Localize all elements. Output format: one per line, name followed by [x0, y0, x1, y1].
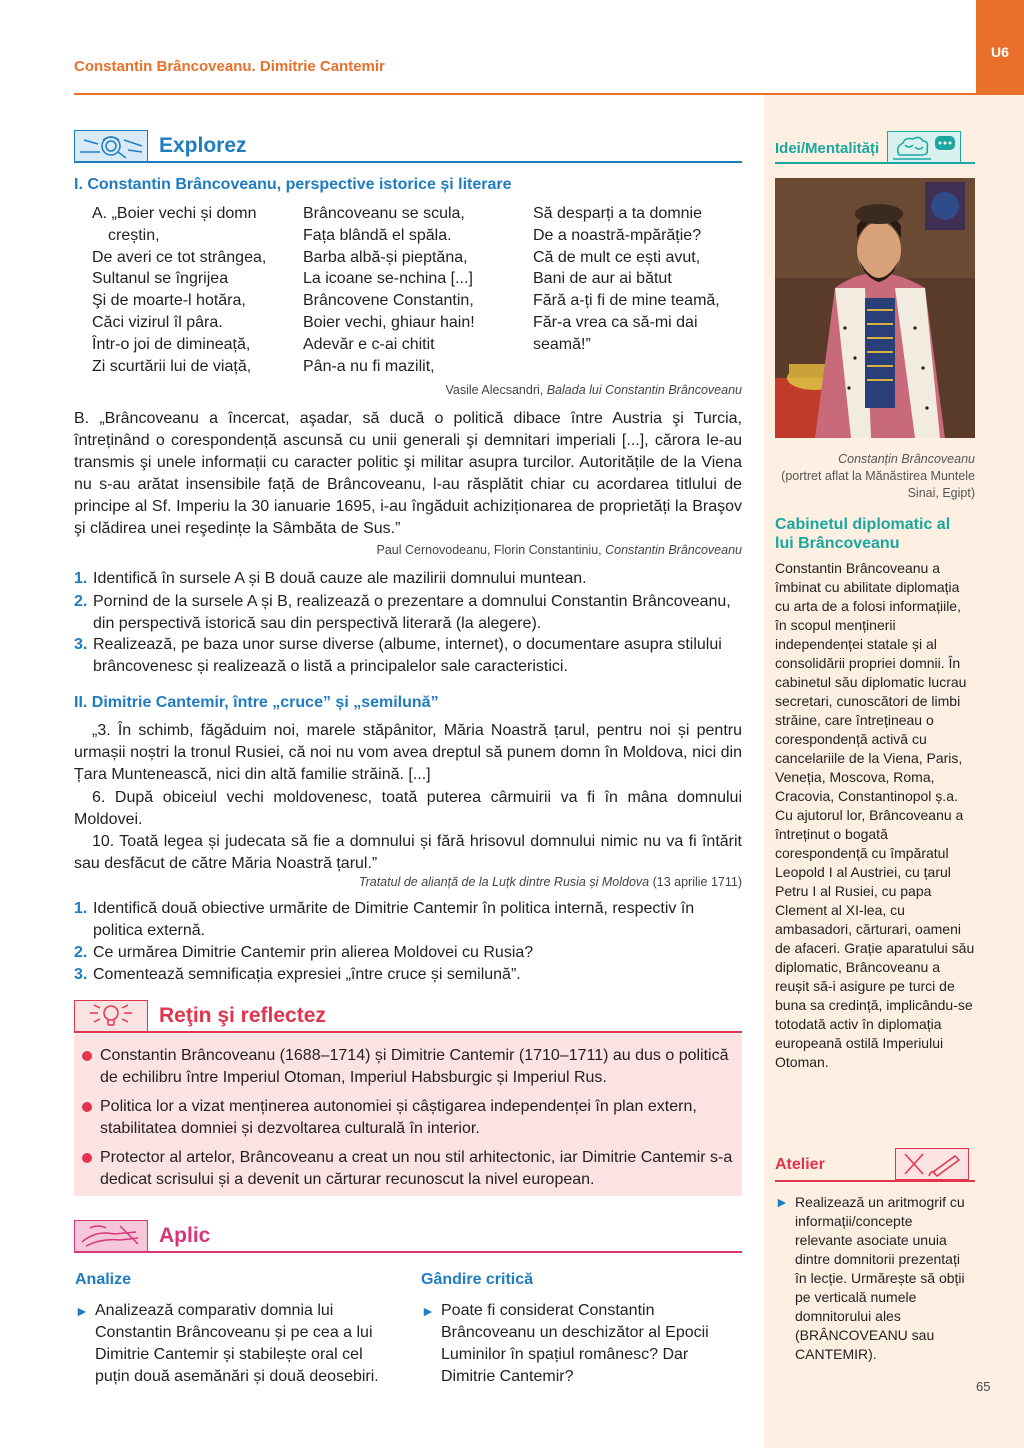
bullet-text: Protector al artelor, Brâncoveanu a creat un nou stil arhitectonic, iar Dimitrie Cantemir s-a dedicat scrisului și a devenit un cărturar recunoscut la nivel european.: [100, 1149, 733, 1188]
atelier-title: Atelier: [775, 1156, 825, 1173]
section-1-heading: I. Constantin Brâncoveanu, perspective istorice și literare: [74, 176, 512, 193]
source-b-citation: [300, 543, 742, 557]
retin-bullet: [74, 1045, 742, 1089]
brancoveanu-portrait: [775, 178, 975, 438]
source-b-text: B. „Brâncoveanu a încercat, aşadar, să ducă o politică dibace între Austria şi Turcia, întreținând o corespondență ascunsă cu unii generali şi demnitari imperiali [...], cărora le-au transmis şi unele informații cu caracter politic şi militar asupra turcilor. Autoritățile de la Viena nu s-au arătat insensibile față de Brâncoveanu, l-au răsplătit chiar cu acordarea titlului de principe al Sf. Imperiu la 30 ianuarie 1695, i-au îngăduit achiziționarea de proprietăți la Braşov şi clădirea unei reşedințe la Sâmbăta de Sus.”: [74, 410, 742, 537]
portrait-caption-detail: (portret aflat la Mănăstirea Muntele Sinai, Egipt): [781, 469, 975, 500]
explorez-title: Explorez: [159, 134, 247, 157]
question-number: 3.: [74, 636, 88, 653]
poem-line: Sultanul se îngrijea: [92, 270, 229, 288]
poem-line: Zi scurtării lui de viață,: [92, 357, 252, 375]
source-a-author: Vasile Alecsandri,: [445, 383, 547, 397]
question-text: Comentează semnificația expresiei „între cruce și semilună”.: [93, 966, 521, 983]
question-number: 1.: [74, 570, 88, 587]
poem-line: Adevăr e c-ai chitit: [303, 335, 435, 353]
portrait-caption-name: Constanțin Brâncoveanu: [838, 452, 975, 466]
page-header-title: Constantin Brâncoveanu. Dimitrie Cantemir: [74, 58, 385, 75]
poem-column-1: [92, 203, 266, 377]
poem-line: De a noastră-mpărăție?: [533, 226, 702, 244]
portrait-caption: [775, 451, 975, 502]
source-b-title: Constantin Brâncoveanu: [605, 543, 742, 557]
cabinet-title: Cabinetul diplomatic al lui Brâncoveanu: [775, 516, 951, 552]
question-item: [74, 634, 742, 678]
idei-title: Idei/Mentalități: [775, 140, 880, 157]
cabinet-text: Constantin Brâncoveanu a îmbinat cu abilitate diplomația cu arta de a folosi informațiile, în scopul menținerii independenței statale și al consolidării propriei domnii. În cabinetul său diplomatic lucrau secretari, cunoscători de limbi străine, care întrețineau o corespondență activă cu cancelariile de la Viena, Paris, Veneția, Moscova, Roma, Cracovia, Constantinopol ș.a. Cu ajutorul lor, Brâncoveanu a întreținut o bogată corespondență cu împăratul Leopold I al Austriei, cu țarul Petru I al Rusiei, cu papa Clement al XI-lea, cu ambasadori, cărturari, oameni de afaceri. Grație aparatului său diplomatic, Brâncoveanu a reușit să-i asigure pe turci de buna sa credință, implicându-se totodată activ în diplomația europeană ostilă Imperiului Otoman.: [775, 560, 975, 1070]
retin-header: [74, 1000, 326, 1032]
idei-divider: [775, 162, 975, 164]
bullet-dot: [82, 1153, 92, 1163]
explorez-header: [74, 130, 247, 162]
analize-text: Analizează comparativ domnia lui Constantin Brâncoveanu și pe cea a lui Dimitrie Cantemir și stabilește oral cel puțin două asemănări și două deosebiri.: [95, 1302, 379, 1385]
analize-title: Analize: [75, 1271, 132, 1288]
atelier-task: [775, 1193, 970, 1364]
page-number: 65: [976, 1379, 991, 1394]
question-text: Pornind de la sursele A și B, realizează o prezentare a domnului Constantin Brâncoveanu, din perspectivă istorică sau din perspectivă literară (la alegere).: [93, 593, 731, 632]
poem-column-2: [303, 203, 475, 377]
source-a-citation: [300, 383, 742, 397]
atelier-header: [775, 1148, 969, 1180]
poem-line: Fără a-ți fi de mine teamă,: [533, 292, 720, 310]
globe-magnifier-icon: [74, 130, 148, 162]
question-text: Identifică două obiective urmărite de Dimitrie Cantemir în politica internă, respectiv în politica externă.: [93, 900, 695, 939]
question-text: Realizează, pe baza unor surse diverse (albume, internet), o documentare asupra stilului brâncovenesc și realizează o listă a principalelor sale caracteristici.: [93, 636, 722, 675]
question-number: 1.: [74, 900, 88, 917]
bullet-text: Constantin Brâncoveanu (1688–1714) și Dimitrie Cantemir (1710–1711) au dus o politică de echilibru între Imperiul Otoman, Imperiul Habsburgic și Imperiul Rus.: [100, 1047, 729, 1086]
source-a-title: Balada lui Constantin Brâncoveanu: [546, 383, 742, 397]
poem-line: Boier vechi, ghiaur hain!: [303, 313, 475, 331]
retin-divider: [74, 1031, 742, 1033]
poem-line: Fața blândă el spăla.: [303, 226, 452, 244]
question-number: 3.: [74, 966, 88, 983]
question-item: [74, 964, 742, 986]
gandire-critica-task: [421, 1300, 731, 1388]
atelier-text: Realizează un aritmogrif cu informații/concepte relevante asociate unuia dintre domnitorii prezentați în lecție. Urmărește să obții pe verticală numele domnitorului ales (BRÂNCOVEANU sau CANTEMIR).: [795, 1194, 965, 1362]
question-text: Identifică în sursele A și B două cauze ale mazilirii domnului muntean.: [93, 570, 587, 587]
question-item: [74, 898, 742, 942]
treaty-paragraph-1: „3. În schimb, făgăduim noi, marele stăpânitor, Măria Noastră țarul, pentru noi și pentru urmașii noștri la tronul Rusiei, că noi nu vom avea dreptul să punem domn în Moldova, nici din Țara Muntenească, nici din altă familie străină. [...]: [74, 722, 742, 783]
question-item: [74, 568, 742, 590]
question-number: 2.: [74, 944, 88, 961]
atelier-divider: [775, 1180, 975, 1182]
treaty-date: (13 aprilie 1711): [649, 875, 742, 889]
aplic-title: Aplic: [159, 1224, 211, 1247]
poem-column-3: [533, 203, 720, 356]
explorez-divider: [74, 161, 742, 163]
poem-line: Bani de aur ai bătut: [533, 270, 672, 288]
gandire-critica-title: Gândire critică: [421, 1271, 534, 1288]
arrow-right-icon: ►: [75, 1303, 89, 1319]
question-text: Ce urmărea Dimitrie Cantemir prin alierea Moldovei cu Rusia?: [93, 944, 534, 961]
question-item: [74, 591, 742, 635]
poem-line: Pân-a nu fi mazilit,: [303, 357, 435, 375]
treaty-paragraph-3: 10. Toată legea și judecata să fie a domnului și fără hrisovul domnului nimic nu va fi întărit sau desfăcut de către Măria Noastră țarul.”: [74, 833, 742, 872]
arrow-right-icon: ►: [421, 1303, 435, 1319]
aplic-divider: [74, 1251, 742, 1253]
poem-line: seamă!”: [533, 335, 591, 353]
poem-line: Brâncoveanu se scula,: [303, 205, 465, 222]
treaty-citation: [250, 875, 742, 889]
poem-line: Brâncovene Constantin,: [303, 292, 474, 310]
paint-tools-icon: [895, 1148, 969, 1180]
poem-line: Făr-a vrea ca să-mi dai: [533, 313, 698, 331]
poem-line: La icoane se-nchina [...]: [303, 270, 473, 288]
poem-line: Şi de moarte-l hotăra,: [92, 292, 246, 310]
bullet-dot: [82, 1102, 92, 1112]
poem-line: A. „Boier vechi și domn: [92, 205, 257, 222]
analize-task: [75, 1300, 395, 1388]
poem-line: Că de mult ce ești avut,: [533, 248, 701, 266]
idei-header: [775, 131, 961, 163]
aplic-header: [74, 1220, 210, 1252]
gandire-critica-text: Poate fi considerat Constantin Brâncoveanu un deschizător al Epocii Luminilor în spațiul românesc? Dar Dimitrie Cantemir?: [441, 1302, 709, 1385]
unit-tab: U6: [976, 0, 1024, 94]
brain-speech-icon: [887, 131, 961, 163]
poem-line: Să desparți a ta domnie: [533, 205, 702, 222]
arrow-right-icon: ►: [775, 1194, 789, 1210]
treaty-title: Tratatul de alianță de la Luțk dintre Rusia și Moldova: [358, 875, 650, 889]
question-item: [74, 942, 742, 964]
poem-line: De averi ce tot strângea,: [92, 248, 267, 266]
section-2-heading: II. Dimitrie Cantemir, între „cruce” și „semilună”: [74, 694, 439, 711]
poem-line: Barba albă-și pieptăna,: [303, 248, 468, 266]
lightbulb-icon: [74, 1000, 148, 1032]
poem-line: Într-o joi de dimineață,: [92, 335, 251, 353]
retin-bullet: [74, 1096, 742, 1140]
bullet-text: Politica lor a vizat menținerea autonomiei și câștigarea independenței în plan extern, stabilitatea domniei și dezvoltarea culturală în interior.: [100, 1098, 697, 1137]
source-b-author: Paul Cernovodeanu, Florin Constantiniu,: [376, 543, 606, 557]
poem-line: creștin,: [108, 226, 160, 244]
treaty-paragraph-2: 6. După obiceiul vechi moldovenesc, toată puterea cârmuirii va fi în mâna domnului Moldovei.: [74, 789, 742, 828]
poem-line: Căci vizirul îl pâra.: [92, 313, 223, 331]
retin-bullet: [74, 1147, 742, 1191]
retin-title: Reţin şi reflectez: [159, 1004, 326, 1027]
writing-hand-icon: [74, 1220, 148, 1252]
question-number: 2.: [74, 593, 88, 610]
bullet-dot: [82, 1051, 92, 1061]
